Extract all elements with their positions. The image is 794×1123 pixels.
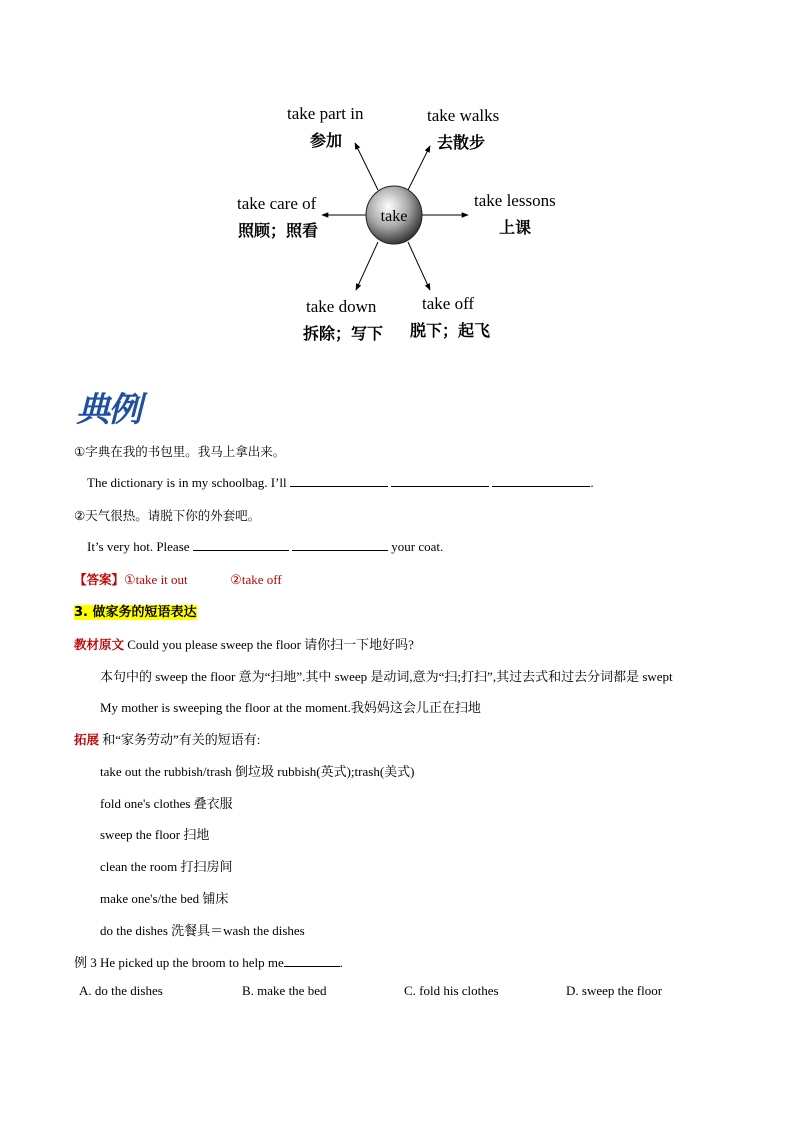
phrase-item: fold one's clothes 叠衣服 <box>100 796 233 811</box>
phrase-item: make one's/the bed 铺床 <box>100 891 229 906</box>
phrase-item: clean the room 打扫房间 <box>100 859 233 874</box>
branch-zh-take-care-of: 照顾；照看 <box>238 221 319 240</box>
example-3-blank[interactable] <box>284 954 340 967</box>
branch-zh-take-walks: 去散步 <box>437 133 486 152</box>
branch-en-take-part-in: take part in <box>287 104 364 123</box>
branch-en-take-lessons: take lessons <box>474 191 556 210</box>
example-3 <box>74 952 343 971</box>
expand-label: 拓展 <box>74 732 100 747</box>
blank-2[interactable] <box>391 474 489 487</box>
section-3-title <box>74 601 197 621</box>
blank-4[interactable] <box>193 538 289 551</box>
branch-en-take-down: take down <box>306 297 377 316</box>
q2-en-prefix: It’s very hot. Please <box>87 539 190 554</box>
blank-3[interactable] <box>492 474 590 487</box>
section-3-title-text: 3. 做家务的短语表达 <box>74 605 197 620</box>
answer-2: ②take off <box>230 572 282 587</box>
option-a[interactable]: A. do the dishes <box>79 983 163 998</box>
blank-1[interactable] <box>290 474 388 487</box>
phrase-item: sweep the floor 扫地 <box>100 827 210 842</box>
answer-label: 【答案】 <box>74 572 125 587</box>
branch-zh-take-off: 脱下；起飞 <box>410 321 491 340</box>
blank-5[interactable] <box>292 538 388 551</box>
option-c[interactable]: C. fold his clothes <box>404 983 499 998</box>
textbook-label: 教材原文 <box>74 637 125 652</box>
branch-en-take-off: take off <box>422 294 475 313</box>
branch-en-take-care-of: take care of <box>237 194 317 213</box>
take-phrase-diagram <box>0 0 794 360</box>
example-q2-zh: ②天气很热。请脱下你的外套吧。 <box>74 508 261 523</box>
q1-en-prefix: The dictionary is in my schoolbag. I’ll <box>87 475 287 490</box>
answer-1: ①take it out <box>124 572 188 587</box>
textbook-line <box>74 634 414 653</box>
textbook-text: Could you please sweep the floor 请你扫一下地好吗? <box>127 637 414 652</box>
expand-line <box>74 729 260 748</box>
example-logo: 典例 <box>76 390 140 430</box>
arrow-take-off <box>408 242 430 290</box>
answer-line <box>74 570 282 588</box>
q1-en-suffix: . <box>590 475 594 490</box>
phrase-item: do the dishes 洗餐具＝wash the dishes <box>100 923 305 938</box>
arrow-take-walks <box>408 146 430 190</box>
arrow-take-part-in <box>355 143 378 190</box>
example-q2-en <box>87 538 443 555</box>
explain-line-1: 本句中的 sweep the floor 意为“扫地”.其中 sweep 是动词,意为“扫;打扫”,其过去式和过去分词都是 swept <box>100 669 673 684</box>
example-3-end: . <box>339 955 344 970</box>
option-b[interactable]: B. make the bed <box>242 983 327 998</box>
branch-zh-take-part-in: 参加 <box>310 131 343 150</box>
q2-en-suffix: your coat. <box>391 539 444 554</box>
branch-zh-take-lessons: 上课 <box>499 218 532 237</box>
branch-en-take-walks: take walks <box>427 106 500 125</box>
arrow-take-down <box>356 242 378 290</box>
expand-text: 和“家务劳动”有关的短语有: <box>102 732 261 747</box>
branch-zh-take-down: 拆除；写下 <box>303 324 384 343</box>
example-3-text: 例 3 He picked up the broom to help me <box>74 955 284 970</box>
explain-line-2: My mother is sweeping the floor at the moment.我妈妈这会儿正在扫地 <box>100 700 481 715</box>
option-d[interactable]: D. sweep the floor <box>566 983 663 998</box>
phrase-item: take out the rubbish/trash 倒垃圾 rubbish(英式);trash(美式) <box>100 764 415 779</box>
center-label: take <box>380 208 408 225</box>
example-q1-en <box>87 474 594 491</box>
example-q1-zh: ①字典在我的书包里。我马上拿出来。 <box>74 444 286 459</box>
